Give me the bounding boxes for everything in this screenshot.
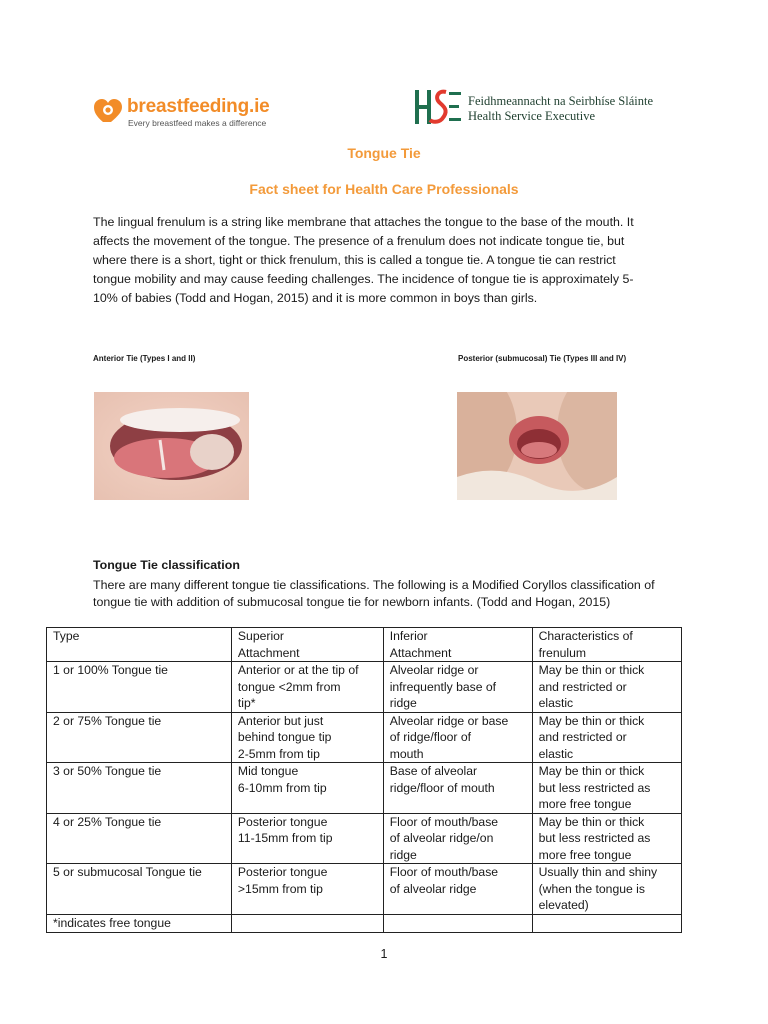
breastfeeding-logo bbox=[94, 96, 294, 130]
header-superior-attachment: Superior Attachment bbox=[231, 628, 383, 662]
cell-superior: Anterior or at the tip of tongue <2mm from tip* bbox=[231, 662, 383, 713]
table-row bbox=[47, 662, 682, 713]
cell-type: 3 or 50% Tongue tie bbox=[47, 763, 232, 814]
cell-type: 5 or submucosal Tongue tie bbox=[47, 864, 232, 915]
posterior-tie-label: Posterior (submucosal) Tie (Types III and IV) bbox=[458, 354, 627, 363]
table-footnote: *indicates free tongue bbox=[47, 914, 232, 932]
page-title: Tongue Tie bbox=[347, 145, 421, 161]
cell-superior: Mid tongue 6-10mm from tip bbox=[231, 763, 383, 814]
table-header-row bbox=[47, 628, 682, 662]
classification-table bbox=[46, 627, 682, 933]
cell-inferior: Floor of mouth/base of alveolar ridge bbox=[383, 864, 532, 915]
hse-logo-english-name: Health Service Executive bbox=[468, 109, 596, 123]
table-row bbox=[47, 763, 682, 814]
table-footnote-row bbox=[47, 914, 682, 932]
cell-inferior: Alveolar ridge or infrequently base of ridge bbox=[383, 662, 532, 713]
classification-heading: Tongue Tie classification bbox=[93, 558, 240, 572]
table-row bbox=[47, 712, 682, 763]
anterior-tie-label: Anterior Tie (Types I and II) bbox=[93, 354, 196, 363]
page-subtitle: Fact sheet for Health Care Professionals bbox=[249, 181, 519, 197]
cell-characteristics: Usually thin and shiny (when the tongue is elevated) bbox=[532, 864, 681, 915]
cell-inferior: Base of alveolar ridge/floor of mouth bbox=[383, 763, 532, 814]
cell-characteristics: May be thin or thick but less restricted as more free tongue bbox=[532, 763, 681, 814]
cell-characteristics: May be thin or thick and restricted or elastic bbox=[532, 662, 681, 713]
cell-type: 1 or 100% Tongue tie bbox=[47, 662, 232, 713]
classification-description: There are many different tongue tie classifications. The following is a Modified Coryllos classification of tongue tie with addition of submucosal tongue tie for newborn infants. (Todd and Hogan, 2015) bbox=[93, 578, 655, 609]
cell-inferior: Alveolar ridge or base of ridge/floor of mouth bbox=[383, 712, 532, 763]
cell-type: 4 or 25% Tongue tie bbox=[47, 813, 232, 864]
cell-inferior: Floor of mouth/base of alveolar ridge/on ridge bbox=[383, 813, 532, 864]
header-type: Type bbox=[47, 628, 232, 662]
table-row bbox=[47, 813, 682, 864]
hse-logo-irish-name: Feidhmeannacht na Seirbhíse Sláinte bbox=[468, 94, 654, 108]
hse-logo bbox=[414, 86, 654, 126]
heart-logo-icon bbox=[94, 98, 126, 124]
cell-superior: Anterior but just behind tongue tip 2-5mm from tip bbox=[231, 712, 383, 763]
cell-superior: Posterior tongue >15mm from tip bbox=[231, 864, 383, 915]
cell-type: 2 or 75% Tongue tie bbox=[47, 712, 232, 763]
anterior-tie-photo bbox=[94, 392, 249, 500]
hse-mark-icon bbox=[414, 86, 464, 126]
posterior-tie-photo bbox=[457, 392, 617, 500]
intro-paragraph: The lingual frenulum is a string like membrane that attaches the tongue to the base of the mouth. It affects the movement of the tongue. The presence of a frenulum does not indicate tongue tie, but where there is a short, tight or thick frenulum, this is called a tongue tie. A tongue tie can restrict tongue mobility and may cause feeding challenges. The incidence of tongue tie is approximately 5-10% of babies (Todd and Hogan, 2015) and it is more common in boys than girls. bbox=[93, 215, 634, 305]
page-number: 1 bbox=[380, 947, 388, 961]
breastfeeding-logo-tagline: Every breastfeed makes a difference bbox=[128, 118, 267, 128]
breastfeeding-logo-name: breastfeeding.ie bbox=[127, 96, 270, 117]
header-characteristics: Characteristics of frenulum bbox=[532, 628, 681, 662]
cell-characteristics: May be thin or thick but less restricted as more free tongue bbox=[532, 813, 681, 864]
cell-characteristics: May be thin or thick and restricted or elastic bbox=[532, 712, 681, 763]
cell-superior: Posterior tongue 11-15mm from tip bbox=[231, 813, 383, 864]
header-inferior-attachment: Inferior Attachment bbox=[383, 628, 532, 662]
table-row bbox=[47, 864, 682, 915]
